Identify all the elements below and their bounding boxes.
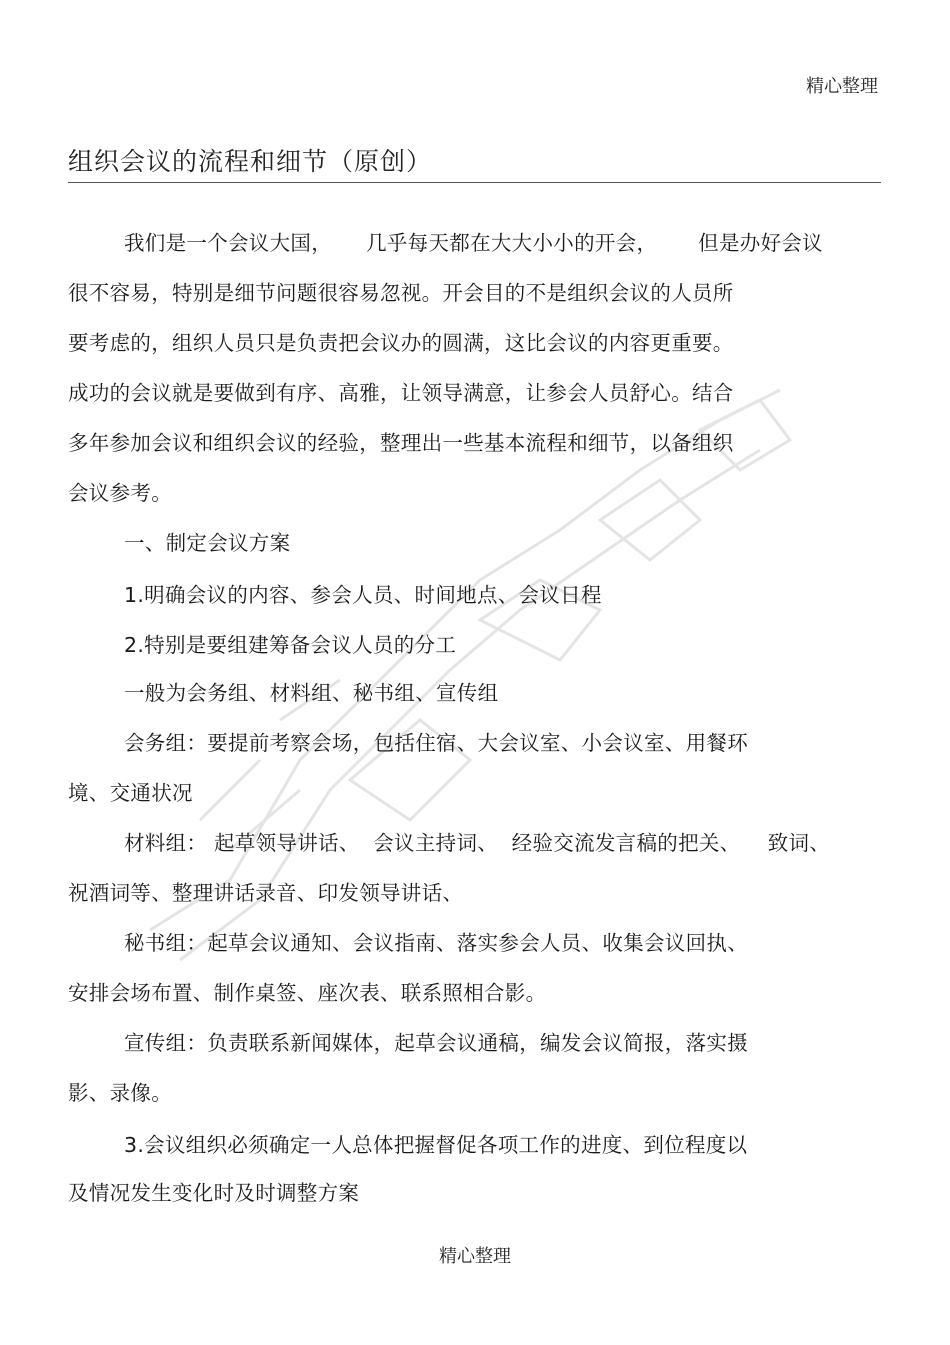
body-line: 会议参考。 [68, 481, 172, 505]
body-line: 影、录像。 [68, 1081, 172, 1105]
body-line: 很不容易，特别是细节问题很容易忽视。开会目的不是组织会议的人员所 [68, 281, 734, 305]
body-line: 会务组：要提前考察会场，包括住宿、大会议室、小会议室、用餐环 [124, 731, 748, 755]
list-item: 2.特别是要组建筹备会议人员的分工 [124, 633, 457, 657]
title-divider [68, 182, 881, 183]
section-heading: 一、制定会议方案 [124, 531, 291, 555]
header-label: 精心整理 [806, 76, 878, 97]
list-item: 3.会议组织必须确定一人总体把握督促各项工作的进度、到位程度以 [124, 1133, 748, 1157]
body-line: 宣传组：负责联系新闻媒体，起草会议通稿，编发会议简报，落实摄 [124, 1031, 748, 1055]
list-item: 1.明确会议的内容、参会人员、时间地点、会议日程 [124, 583, 602, 607]
body-line: 多年参加会议和组织会议的经验，整理出一些基本流程和细节，以备组织 [68, 431, 734, 455]
body-line: 及情况发生变化时及时调整方案 [68, 1181, 360, 1205]
body-line: 秘书组：起草会议通知、会议指南、落实参会人员、收集会议回执、 [124, 931, 748, 955]
body-line: 安排会场布置、制作桌签、座次表、联系照相合影。 [68, 981, 547, 1005]
body-line: 境、交通状况 [68, 781, 193, 805]
document-title: 组织会议的流程和细节（原创） [68, 147, 433, 176]
body-line: 祝酒词等、整理讲话录音、印发领导讲话、 [68, 881, 464, 905]
body-line: 要考虑的，组织人员只是负责把会议办的圆满，这比会议的内容更重要。 [68, 331, 734, 355]
body-line: 我们是一个会议大国， 几乎每天都在大大小小的开会， 但是办好会议 [124, 231, 823, 255]
body-line: 材料组： 起草领导讲话、 会议主持词、 经验交流发言稿的把关、 致词、 [124, 831, 831, 855]
footer-label: 精心整理 [439, 1246, 511, 1267]
body-line: 成功的会议就是要做到有序、高雅，让领导满意，让参会人员舒心。结合 [68, 381, 734, 405]
body-line: 一般为会务组、材料组、秘书组、宣传组 [124, 681, 499, 705]
